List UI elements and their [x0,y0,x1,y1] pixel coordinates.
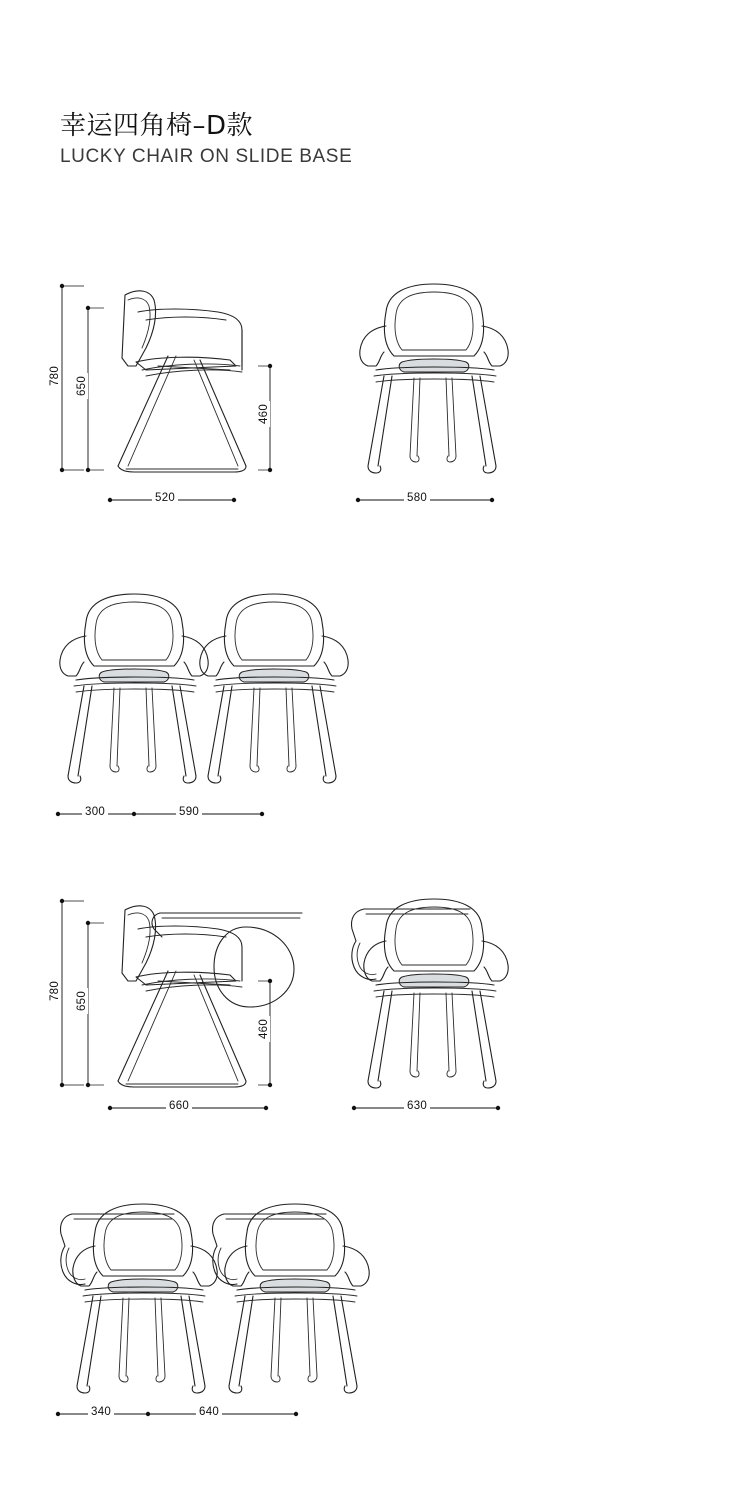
view-front-plain [340,270,540,500]
pair-view-tablet-drawing [50,1190,380,1410]
dim-side-tablet-650 [76,915,106,1093]
dim-side-plain-460 [258,358,288,478]
dim-label-height-seat-tablet: 460 [258,1016,270,1042]
dim-label-height-total-tablet: 780 [49,978,61,1004]
dim-label-height-back: 650 [76,373,88,399]
front-view-plain-drawing [340,270,540,500]
dim-label-width-side-tablet: 660 [166,1100,192,1112]
front-view-tablet-drawing [330,885,550,1115]
pair-view-plain-drawing [50,580,350,800]
dim-side-tablet-660 [104,1100,272,1116]
view-pair-tablet [50,1190,380,1410]
view-pair-plain [50,580,350,800]
dim-front-tablet-630 [348,1100,504,1116]
page-title-en: LUCKY CHAIR ON SLIDE BASE [60,146,353,167]
dim-side-plain-520 [104,492,240,508]
dim-front-plain-580 [352,492,498,508]
dim-label-width-front-plain: 580 [404,492,430,504]
dim-pair-tablet [52,1406,302,1422]
dim-pair-plain [52,806,268,822]
dim-label-height-back-tablet: 650 [76,988,88,1014]
dim-label-width-front-tablet: 630 [404,1100,430,1112]
page-title-cn: 幸运四角椅–D款 [60,111,254,141]
dim-label-pair-spacing: 300 [82,806,108,818]
dim-label-pair-pitch-tablet: 640 [196,1406,222,1418]
dim-side-tablet-460 [258,973,288,1093]
dim-label-pair-spacing-tablet: 340 [88,1406,114,1418]
dim-label-pair-pitch: 590 [176,806,202,818]
dim-side-plain-650 [76,300,106,478]
dim-label-width-side-plain: 520 [152,492,178,504]
dim-label-height-seat: 460 [258,401,270,427]
title-block [60,110,352,170]
dim-label-height-total: 780 [49,363,61,389]
view-front-tablet [330,885,550,1115]
